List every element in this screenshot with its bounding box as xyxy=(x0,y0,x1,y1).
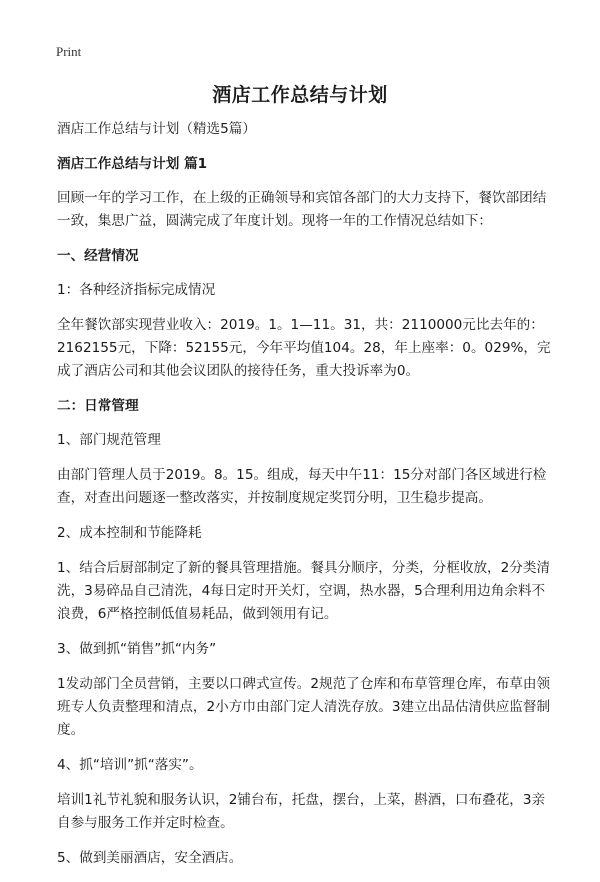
document-subtitle: 酒店工作总结与计划（精选5篇） xyxy=(57,121,256,137)
subheading-safe-hotel: 5、做到美丽酒店，安全酒店。 xyxy=(57,850,243,866)
paragraph-cost-control: 1、结合后厨部制定了新的餐具管理措施。餐具分顺序，分类，分框收放，2分类清洗，3易碎品自己清洗，4每日定时开关灯，空调，热水器，5合理利用边角余料不浪费，6严格控制低值易耗品，做到领用有记。 xyxy=(57,560,551,622)
print-label: Print xyxy=(56,44,82,59)
paragraph-revenue: 全年餐饮部实现营业收入：2019。1。1—11。31，共：2110000元比去年的：2162155元，下降：52155元，今年平均值104。28，年上座率：0。029%，完成了酒店公司和其他会议团队的接待任务，重大投诉率为0。 xyxy=(57,317,551,379)
intro-paragraph: 回顾一年的学习工作，在上级的正确领导和宾馆各部门的大力支持下，餐饮部团结一致，集思广益，圆满完成了年度计划。现将一年的工作情况总结如下： xyxy=(57,190,547,229)
subheading-cost-control: 2、成本控制和节能降耗 xyxy=(57,525,202,541)
document-title: 酒店工作总结与计划 xyxy=(212,84,388,106)
paragraph-training: 培训1礼节礼貌和服务认识，2铺台布，托盘，摆台，上菜，斟酒，口布叠花，3亲自参与服务工作并定时检查。 xyxy=(57,792,546,831)
article-heading: 酒店工作总结与计划 篇1 xyxy=(57,156,208,172)
section-heading-daily-management: 二：日常管理 xyxy=(57,398,139,414)
subheading-economic-indicators: 1：各种经济指标完成情况 xyxy=(57,282,216,298)
subheading-department-management: 1、部门规范管理 xyxy=(57,432,161,448)
subheading-sales-internal: 3、做到抓“销售”抓“内务” xyxy=(57,641,217,657)
subheading-training: 4、抓“培训”抓“落实”。 xyxy=(57,757,203,773)
document-body xyxy=(57,118,557,882)
paragraph-sales-internal: 1发动部门全员营销，主要以口碑式宣传。2规范了仓库和布草管理仓库，布草由领班专人负责整理和清点，2小方巾由部门定人清洗存放。3建立出品估清供应监督制度。 xyxy=(57,676,551,738)
paragraph-department-management: 由部门管理人员于2019。8。15。组成，每天中午11：15分对部门各区域进行检查，对查出问题逐一整改落实，并按制度规定奖罚分明，卫生稳步提高。 xyxy=(57,467,547,506)
section-heading-operations: 一、经营情况 xyxy=(57,248,139,264)
